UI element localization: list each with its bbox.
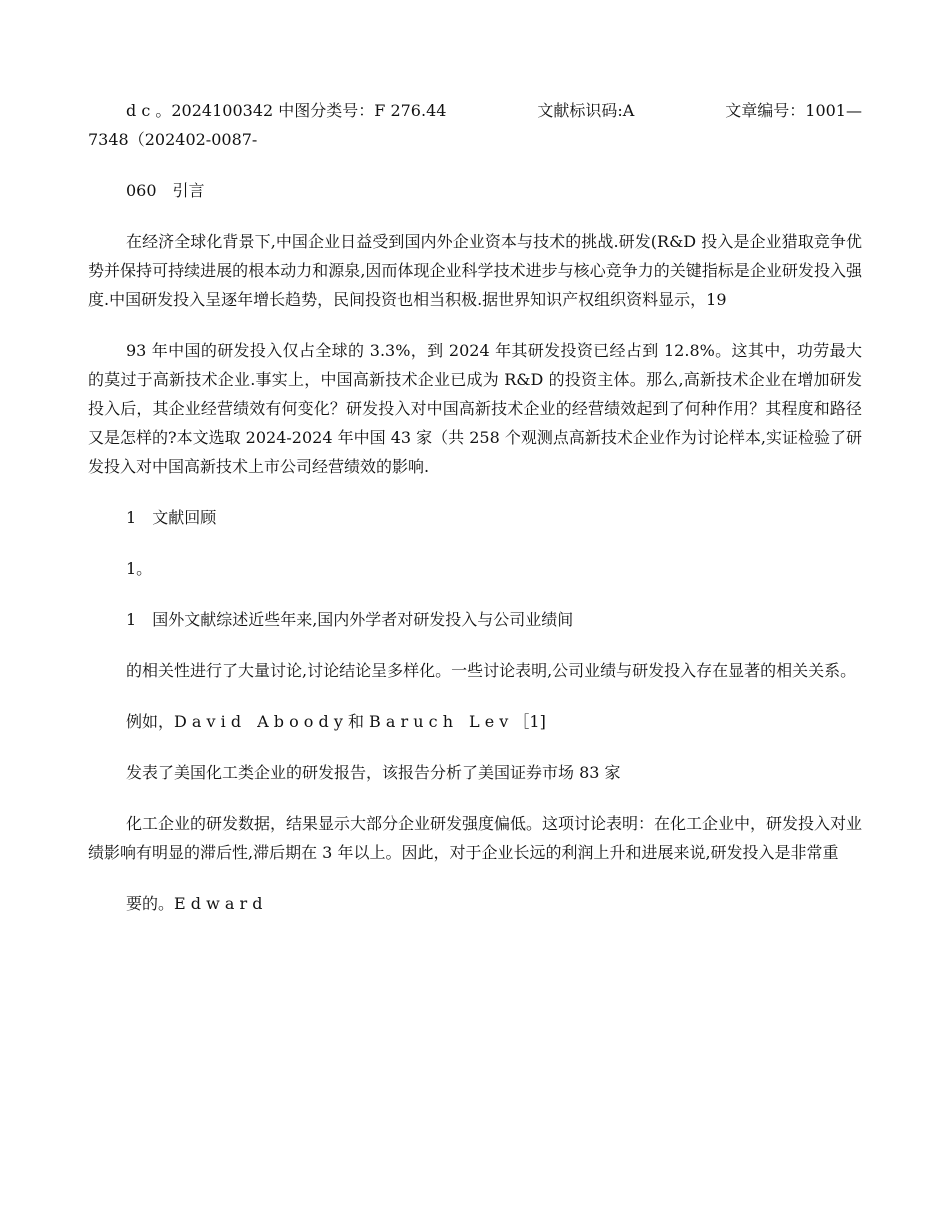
paragraph: 的相关性进行了大量讨论,讨论结论呈多样化。一些讨论表明,公司业绩与研发投入存在显著的相关关系。 xyxy=(126,661,857,680)
paragraph: 化工企业的研发数据，结果显示大部分企业研发强度偏低。这项讨论表明：在化工企业中，研发投入对业绩影响有明显的滞后性,滞后期在 3 年以上。因此，对于企业长远的利润上升和进展来说,研发投入是非常重 xyxy=(88,814,863,862)
subsection-heading xyxy=(88,605,862,634)
subsection-title: 国外文献综述近些年来,国内外学者对研发投入与公司业绩间 xyxy=(152,610,574,629)
subsection-number: 1 xyxy=(126,610,137,629)
article-meta-line xyxy=(88,96,862,125)
paragraph: 在经济全球化背景下,中国企业日益受到国内外企业资本与技术的挑战.研发(R&D 投入是企业猎取竞争优势并保持可持续进展的根本动力和源泉,因而体现企业科学技术进步与核心竞争力的关键指标是企业研发投入强度.中国研发投入呈逐年增长趋势，民间投资也相当积极.据世界知识产权组织资料显示，19 xyxy=(88,232,862,309)
section-heading xyxy=(88,503,862,532)
paragraph: 发表了美国化工类企业的研发报告，该报告分析了美国证券市场 83 家 xyxy=(126,763,621,782)
section-number: 1 xyxy=(126,508,137,527)
intro-heading-number: 060 xyxy=(126,181,157,200)
paragraph: 1。 xyxy=(126,559,153,578)
article-number: 文章编号：1001— xyxy=(725,101,862,120)
paragraph: 要的。E d w a r d xyxy=(126,894,263,913)
document-code: 文献标识码:A xyxy=(537,101,635,120)
classification-number: d c 。2024100342 中图分类号：F 276.44 xyxy=(126,101,447,120)
intro-heading-title: 引言 xyxy=(172,181,205,200)
article-number-continuation: 7348（202402-0087- xyxy=(88,130,258,149)
intro-heading xyxy=(88,176,862,205)
paragraph: 例如，D a v i d A b o o d y 和 B a r u c h L e v ［1] xyxy=(126,712,546,731)
paragraph: 93 年中国的研发投入仅占全球的 3.3%，到 2024 年其研发投资已经占到 12.8%。这其中，功劳最大的莫过于高新技术企业.事实上，中国高新技术企业已成为 R&D 的投资主体。那么,高新技术企业在增加研发投入后，其企业经营绩效有何变化？研发投入对中国高新技术企业的经营绩效起到了何种作用？其程度和路径又是怎样的?本文选取 2024-2024 年中国 43 家（共 258 个观测点高新技术企业作为讨论样本,实证检验了研发投入对中国高新技术上市公司经营绩效的影响. xyxy=(88,341,862,476)
section-title: 文献回顾 xyxy=(152,508,217,527)
